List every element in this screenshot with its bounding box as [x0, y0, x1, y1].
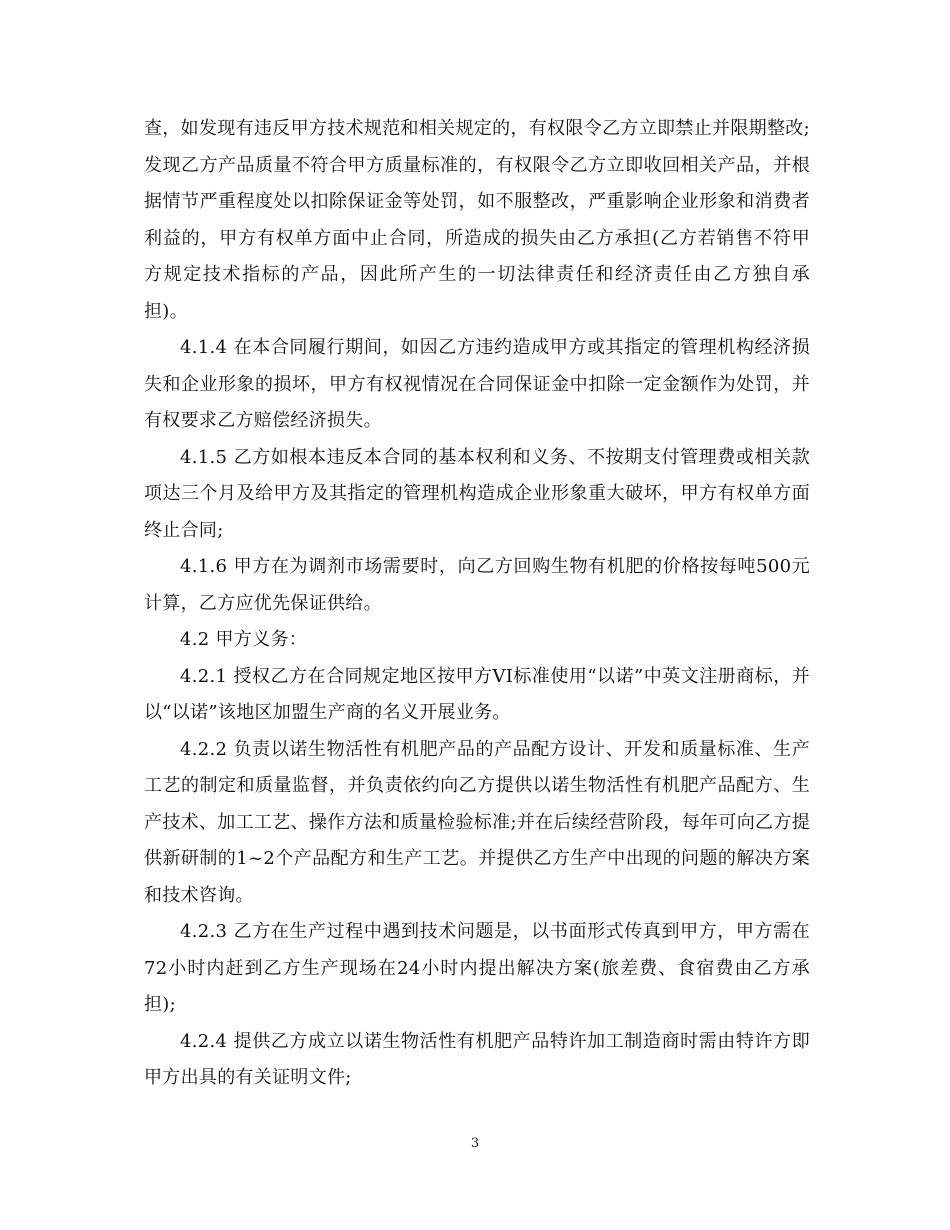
paragraph-4-1-6: 4.1.6 甲方在为调剂市场需要时，向乙方回购生物有机肥的价格按每吨500元计算，乙方应优先保证供给。: [144, 556, 810, 614]
paragraph-4-2-4: 4.2.4 提供乙方成立以诺生物活性有机肥产品特许加工制造商时需由特许方即甲方出具的有关证明文件;: [144, 1030, 810, 1088]
paragraph-4-2-3: 4.2.3 乙方在生产过程中遇到技术问题是，以书面形式传真到甲方，甲方需在72小时内赶到乙方生产现场在24小时内提出解决方案(旅差费、食宿费由乙方承担);: [144, 921, 810, 1015]
section-heading-4-2: 4.2 甲方义务：: [180, 629, 308, 650]
paragraph-4-2-1: 4.2.1 授权乙方在合同规定地区按甲方VI标准使用“以诺”中英文注册商标，并以“以诺”该地区加盟生产商的名义开展业务。: [144, 665, 810, 723]
paragraph-4-1-4: 4.1.4 在本合同履行期间，如因乙方违约造成甲方或其指定的管理机构经济损失和企业形象的损坏，甲方有权视情况在合同保证金中扣除一定金额作为处罚，并有权要求乙方赔偿经济损失。: [144, 337, 810, 431]
paragraph-4-2-2: 4.2.2 负责以诺生物活性有机肥产品的产品配方设计、开发和质量标准、生产工艺的制定和质量监督，并负责依约向乙方提供以诺生物活性有机肥产品配方、生产技术、加工工艺、操作方法和质量检验标准;并在后续经营阶段，每年可向乙方提供新研制的1~2个产品配方和生产工艺。并提供乙方生产中出现的问题的解决方案和技术咨询。: [144, 738, 810, 906]
document-body: [144, 111, 810, 1097]
paragraph-4-1-5: 4.1.5 乙方如根本违反本合同的基本权利和义务、不按期支付管理费或相关款项达三个月及给甲方及其指定的管理机构造成企业形象重大破坏，甲方有权单方面终止合同;: [144, 446, 810, 541]
page-number: 3: [470, 1136, 480, 1151]
paragraph-continuation: 查，如发现有违反甲方技术规范和相关规定的，有权限令乙方立即禁止并限期整改;发现乙方产品质量不符合甲方质量标准的，有权限令乙方立即收回相关产品，并根据情节严重程度处以扣除保证金等处罚，如不服整改，严重影响企业形象和消费者利益的，甲方有权单方面中止合同，所造成的损失由乙方承担(乙方若销售不符甲方规定技术指标的产品，因此所产生的一切法律责任和经济责任由乙方独自承担)。: [144, 118, 810, 322]
